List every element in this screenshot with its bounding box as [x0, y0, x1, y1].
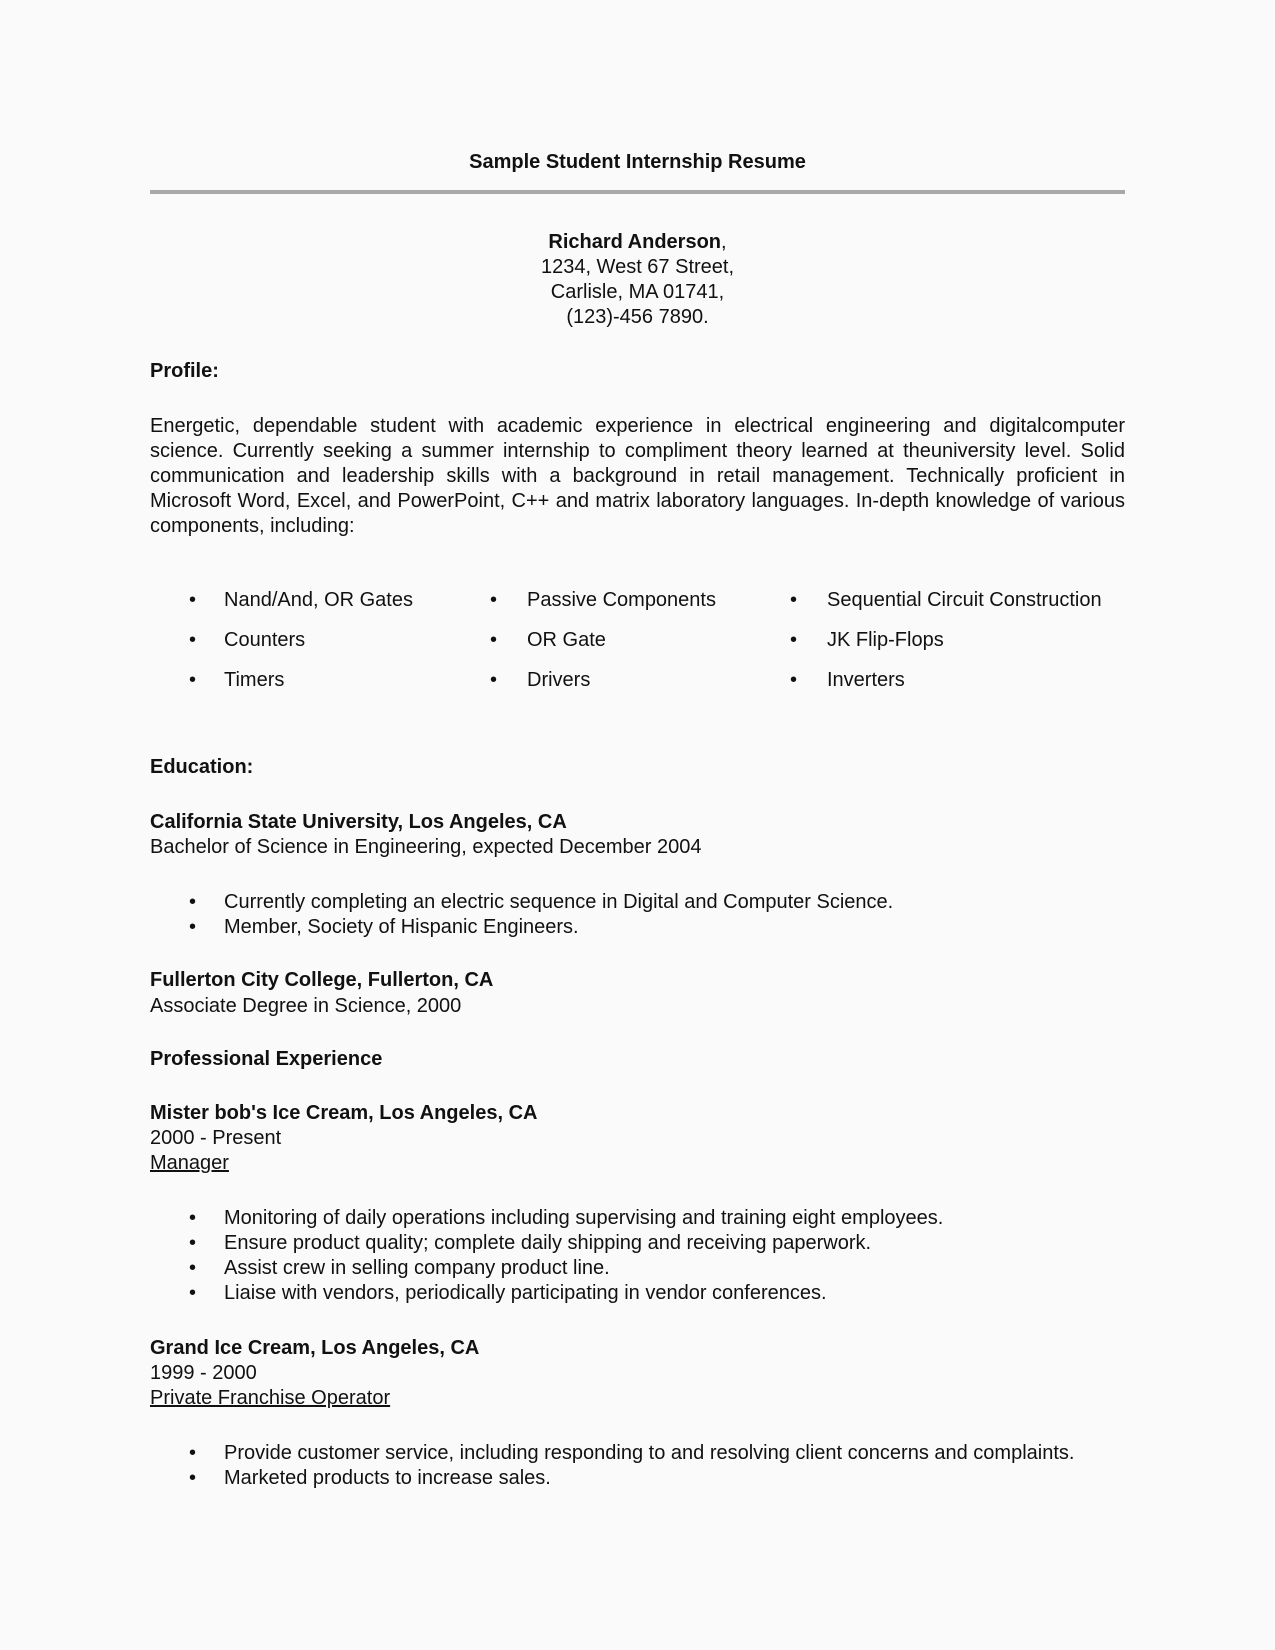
- bullet-icon: •: [189, 629, 197, 651]
- contact-name: Richard Anderson: [548, 231, 722, 253]
- list-item: Sequential Circuit Construction: [827, 589, 1102, 611]
- bullet-icon: •: [189, 916, 197, 938]
- bullet-icon: •: [490, 629, 498, 651]
- school-name: Fullerton City College, Fullerton, CA: [150, 969, 494, 991]
- list-item: Marketed products to increase sales.: [224, 1467, 551, 1489]
- profile-heading: Profile:: [150, 360, 219, 382]
- education-heading: Education:: [150, 756, 254, 778]
- bullet-icon: •: [790, 629, 798, 651]
- list-item: Monitoring of daily operations including supervising and training eight employees.: [224, 1207, 944, 1229]
- list-item: JK Flip-Flops: [827, 629, 944, 651]
- bullet-icon: •: [189, 891, 197, 913]
- experience-heading: Professional Experience: [150, 1048, 383, 1070]
- job-role: Private Franchise Operator: [150, 1387, 391, 1409]
- list-item: OR Gate: [527, 629, 606, 651]
- bullet-icon: •: [189, 1442, 197, 1464]
- list-item: Ensure product quality; complete daily shipping and receiving paperwork.: [224, 1232, 872, 1254]
- school-name: California State University, Los Angeles, CA: [150, 811, 567, 833]
- list-item: Inverters: [827, 669, 905, 691]
- contact-name-line: [150, 230, 1125, 255]
- bullet-icon: •: [790, 669, 798, 691]
- bullet-icon: •: [189, 1207, 197, 1229]
- list-item: Assist crew in selling company product line.: [224, 1257, 610, 1279]
- bullet-icon: •: [790, 589, 798, 611]
- job-dates: 2000 - Present: [150, 1127, 282, 1149]
- bullet-icon: •: [490, 589, 498, 611]
- bullet-icon: •: [490, 669, 498, 691]
- list-item: Drivers: [527, 669, 591, 691]
- profile-text: Energetic, dependable student with academic experience in electrical engineering and digitalcomputer science. Currently seeking a summer internship to compliment theory learned at theuniversity level. Solid communication and leadership skills with a background in retail management. Technically proficient in Microsoft Word, Excel, and PowerPoint, C++ and matrix laboratory languages. In-depth knowledge of various components, including:: [150, 415, 1125, 537]
- school-degree: Associate Degree in Science, 2000: [150, 995, 462, 1017]
- bullet-icon: •: [189, 669, 197, 691]
- list-item: Nand/And, OR Gates: [224, 589, 413, 611]
- school-degree: Bachelor of Science in Engineering, expected December 2004: [150, 836, 702, 858]
- contact-phone: (123)-456 7890.: [566, 306, 709, 328]
- contact-street: 1234, West 67 Street,: [540, 256, 735, 278]
- bullet-icon: •: [189, 1282, 197, 1304]
- list-item: Counters: [224, 629, 306, 651]
- list-item: Currently completing an electric sequence in Digital and Computer Science.: [224, 891, 894, 913]
- bullet-icon: •: [189, 1257, 197, 1279]
- job-company: Grand Ice Cream, Los Angeles, CA: [150, 1337, 480, 1359]
- document-title: Sample Student Internship Resume: [469, 151, 806, 173]
- list-item: Provide customer service, including responding to and resolving client concerns and complaints.: [224, 1442, 1075, 1464]
- list-item: Timers: [224, 669, 285, 691]
- list-item: Member, Society of Hispanic Engineers.: [224, 916, 579, 938]
- job-role: Manager: [150, 1152, 229, 1174]
- contact-name-suffix: ,: [721, 231, 727, 253]
- job-company: Mister bob's Ice Cream, Los Angeles, CA: [150, 1102, 538, 1124]
- list-item: Liaise with vendors, periodically participating in vendor conferences.: [224, 1282, 827, 1304]
- bullet-icon: •: [189, 1467, 197, 1489]
- bullet-icon: •: [189, 1232, 197, 1254]
- contact-city: Carlisle, MA 01741,: [550, 281, 725, 303]
- list-item: Passive Components: [527, 589, 716, 611]
- job-dates: 1999 - 2000: [150, 1362, 257, 1384]
- title-divider: [150, 190, 1125, 194]
- bullet-icon: •: [189, 589, 197, 611]
